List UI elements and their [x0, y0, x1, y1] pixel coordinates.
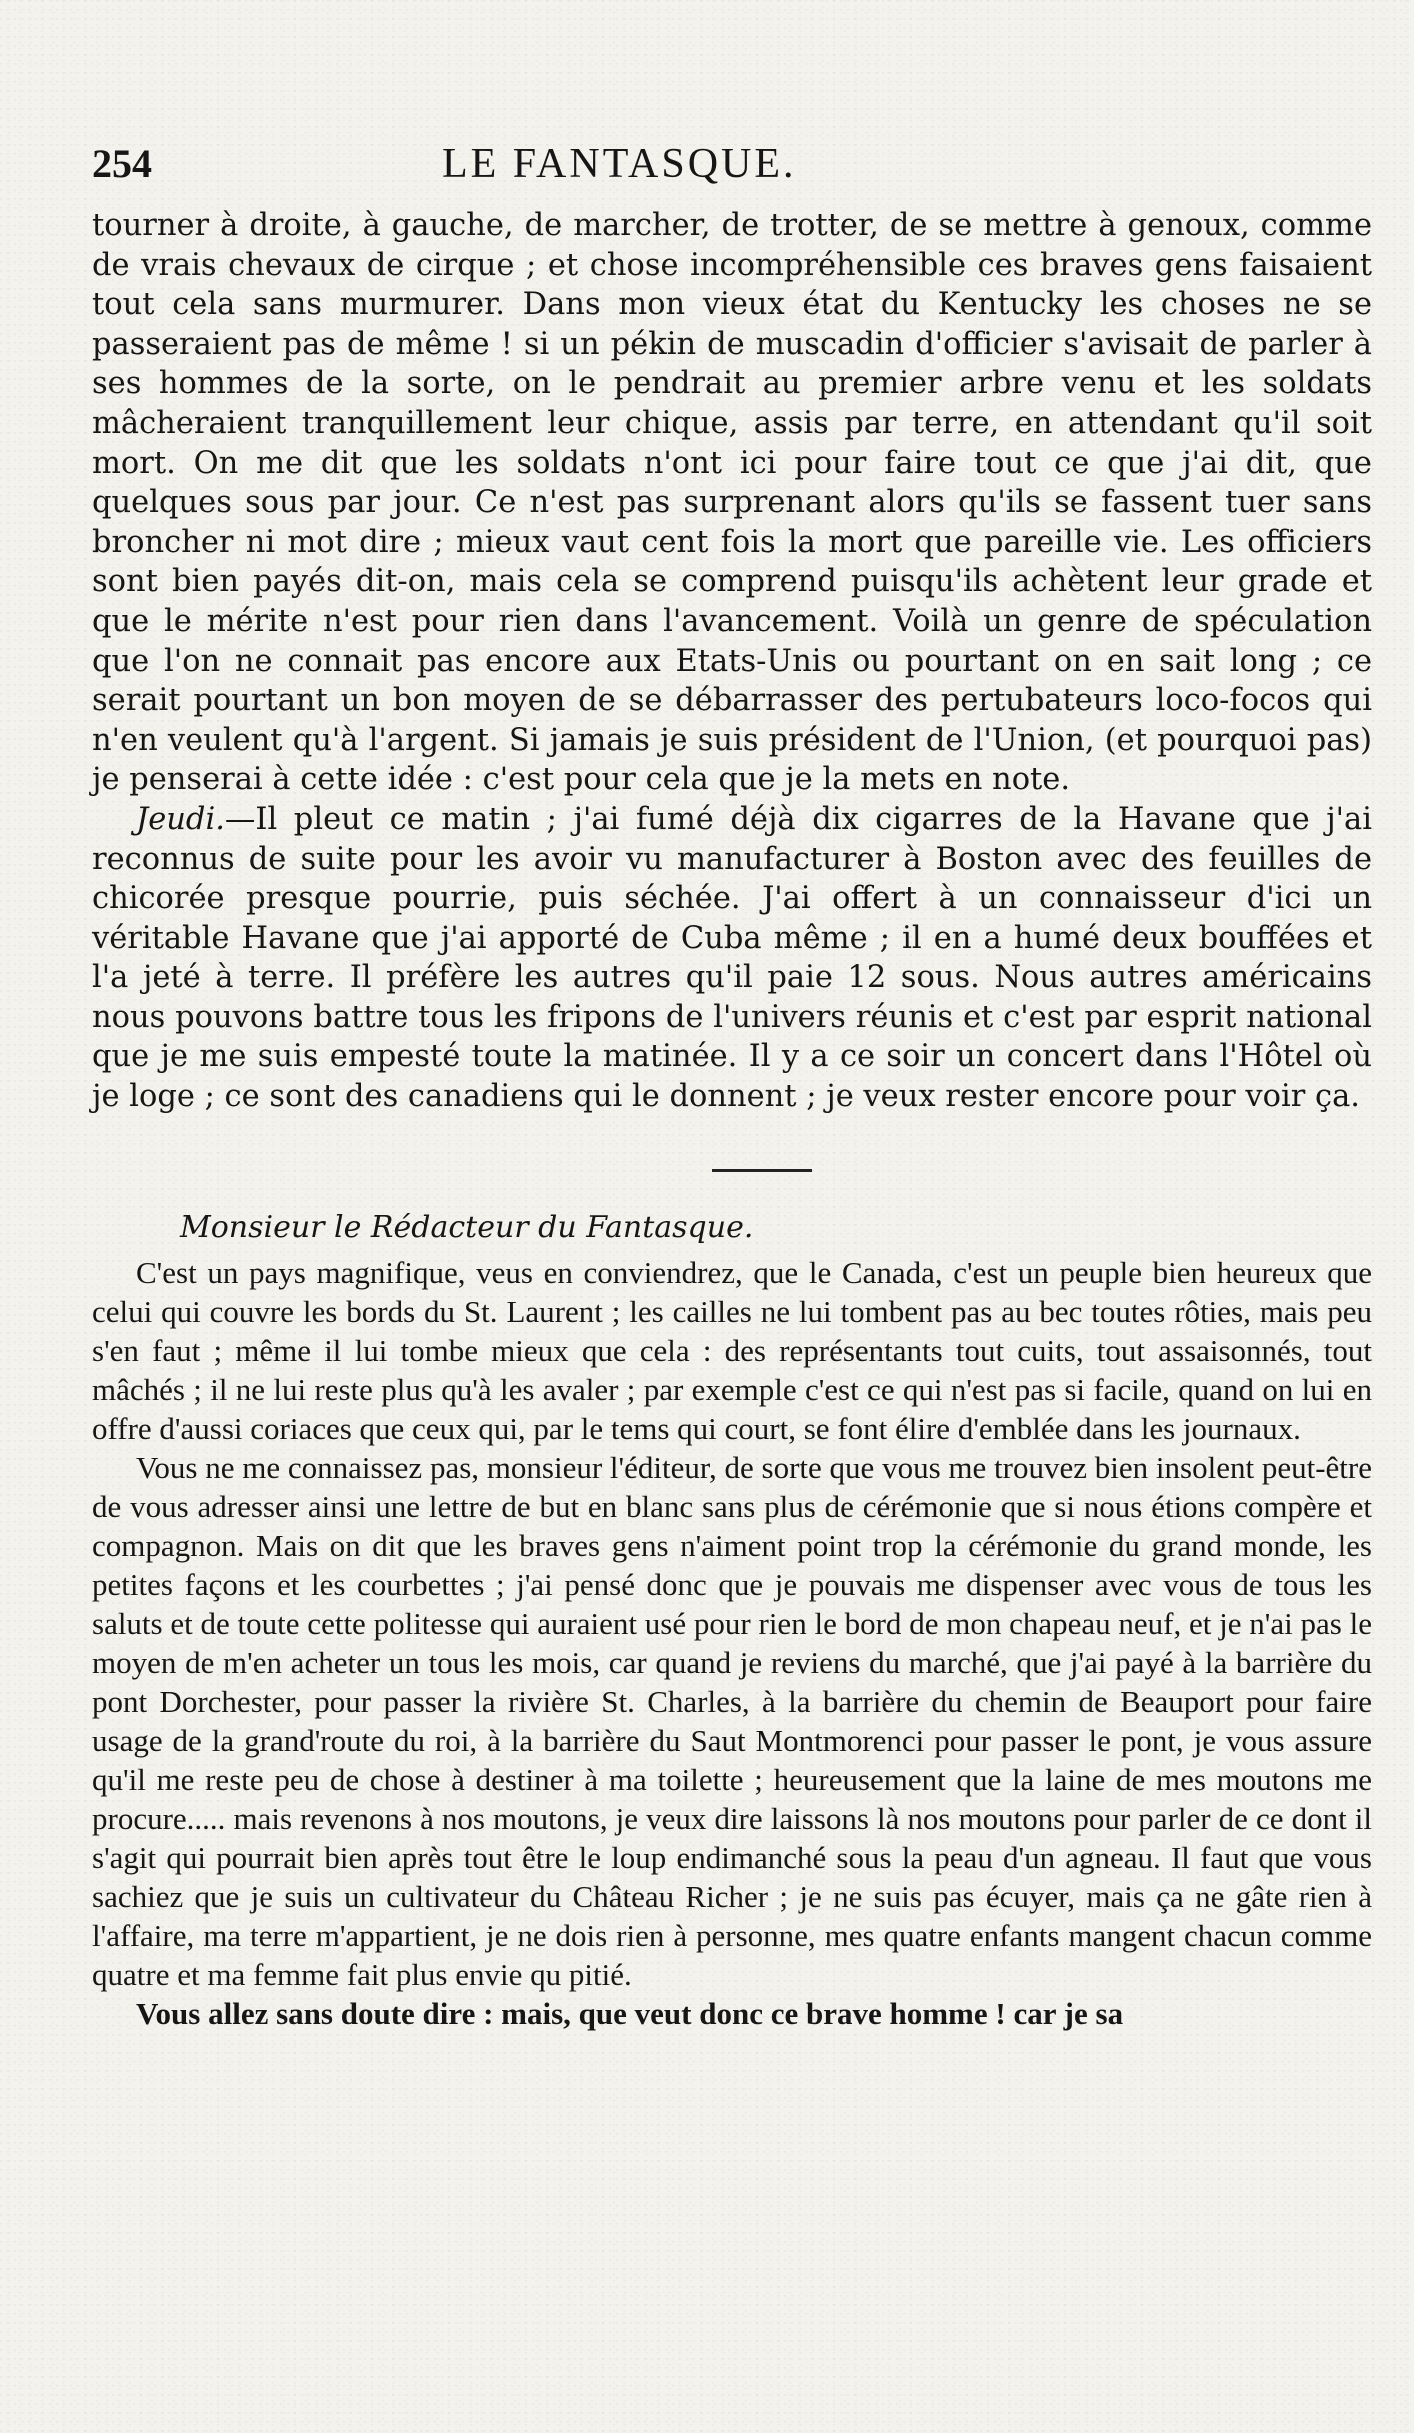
letter-body: [92, 1253, 1372, 2033]
letter-paragraph-3: Vous allez sans doute dire : mais, que veut donc ce brave homme ! car je sa: [136, 1995, 1124, 2031]
page-number: 254: [92, 141, 152, 186]
running-title: LE FANTASQUE.: [442, 141, 797, 187]
page-header: [92, 140, 1372, 206]
letter-salutation: Monsieur le Rédacteur du Fantasque.: [180, 1209, 754, 1245]
letter-paragraph-2: Vous ne me connaissez pas, monsieur l'éditeur, de sorte que vous me trouvez bien insolent peut-être de vous adresser ainsi une lettre de but en blanc sans plus de cérémonie que si nous étions compère et compagnon. Mais on dit que les braves gens n'aiment point trop la cérémonie du grand monde, les petites façons et les courbettes ; j'ai pensé donc que je pouvais me dispenser avec vous de tous les saluts et de toute cette politesse qui auraient usé pour rien le bord de mon chapeau neuf, et je n'ai pas le moyen de m'en acheter un tous les mois, car quand je reviens du marché, que j'ai payé à la barrière du pont Dorchester, pour passer la rivière St. Charles, à la barrière du chemin de Beauport pour faire usage de la grand'route du roi, à la barrière du Saut Montmorenci pour passer le pont, je vous assure qu'il me reste peu de chose à destiner à ma toilette ; heureusement que la laine de mes moutons me procure..... mais revenons à nos moutons, je veux dire laissons là nos moutons pour parler de ce dont il s'agit qui pourrait bien après tout être le loup endimanché sous la peau d'un agneau. Il faut que vous sachiez que je suis un cultivateur du Château Richer ; je ne suis pas écuyer, mais ça ne gâte rien à l'affaire, ma terre m'appartient, je ne dois rien à personne, mes quatre enfants mangent chacun comme quatre et ma femme fait plus envie qu pitié.: [92, 1449, 1372, 1992]
journal-paragraph: tourner à droite, à gauche, de marcher, de trotter, de se mettre à genoux, comme de vrais chevaux de cirque ; et chose incompréhensible ces braves gens faisaient tout cela sans murmurer. Dans mon vieux état du Kentucky les choses ne se passeraient pas de même ! si un pékin de muscadin d'officier s'avisait de parler à ses hommes de la sorte, on le pendrait au premier arbre venu et les soldats mâcheraient tranquillement leur chique, assis par terre, en attendant qu'il soit mort. On me dit que les soldats n'ont ici pour faire tout ce que j'ai dit, que quelques sous par jour. Ce n'est pas surprenant alors qu'ils se fassent tuer sans broncher ni mot dire ; mieux vaut cent fois la mort que pareille vie. Les officiers sont bien payés dit-on, mais cela se comprend puisqu'ils achètent leur grade et que le mérite n'est pour rien dans l'avancement. Voilà un genre de spéculation que l'on ne connait pas encore aux Etats-Unis ou pourtant on en sait long ; ce serait pourtant un bon moyen de se débarrasser des pertubateurs loco-focos qui n'en veulent qu'à l'argent. Si jamais je suis président de l'Union, (et pourquoi pas) je penserai à cette idée : c'est pour cela que je la mets en note.: [92, 208, 1372, 798]
jeudi-label: Jeudi.: [136, 801, 225, 837]
letter-paragraph-1: C'est un pays magnifique, veus en conviendrez, que le Canada, c'est un peuple bien heureux que celui qui couvre les bords du St. Laurent ; les cailles ne lui tombent pas au bec toutes rôties, mais peu s'en faut ; même il lui tombe mieux que cela : des représentants tout cuits, tout assaisonnés, tout mâchés ; il ne lui reste plus qu'à les avaler ; par exemple c'est ce qui n'est pas si facile, quand on lui en offre d'aussi coriaces que ceux qui, par le tems qui court, se font élire d'emblée dans les journaux.: [92, 1254, 1372, 1446]
book-page: [92, 140, 1372, 2033]
jeudi-text: —Il pleut ce matin ; j'ai fumé déjà dix cigarres de la Havane que j'ai reconnus de suite pour les avoir vu manufacturer à Boston avec des feuilles de chicorée presque pourrie, puis séchée. J'ai offert à un connaisseur d'ici un véritable Havane que j'ai apporté de Cuba même ; il en a humé deux bouffées et l'a jeté à terre. Il préfère les autres qu'il paie 12 sous. Nous autres américains nous pouvons battre tous les fripons de l'univers réunis et c'est par esprit national que je me suis empesté toute la matinée. Il y a ce soir un concert dans l'Hôtel où je loge ; ce sont des canadiens qui le donnent ; je veux rester encore pour voir ça.: [92, 801, 1372, 1115]
section-divider: [92, 1117, 1372, 1205]
journal-jeudi-paragraph: [92, 800, 1372, 1117]
divider-rule: [712, 1169, 812, 1172]
